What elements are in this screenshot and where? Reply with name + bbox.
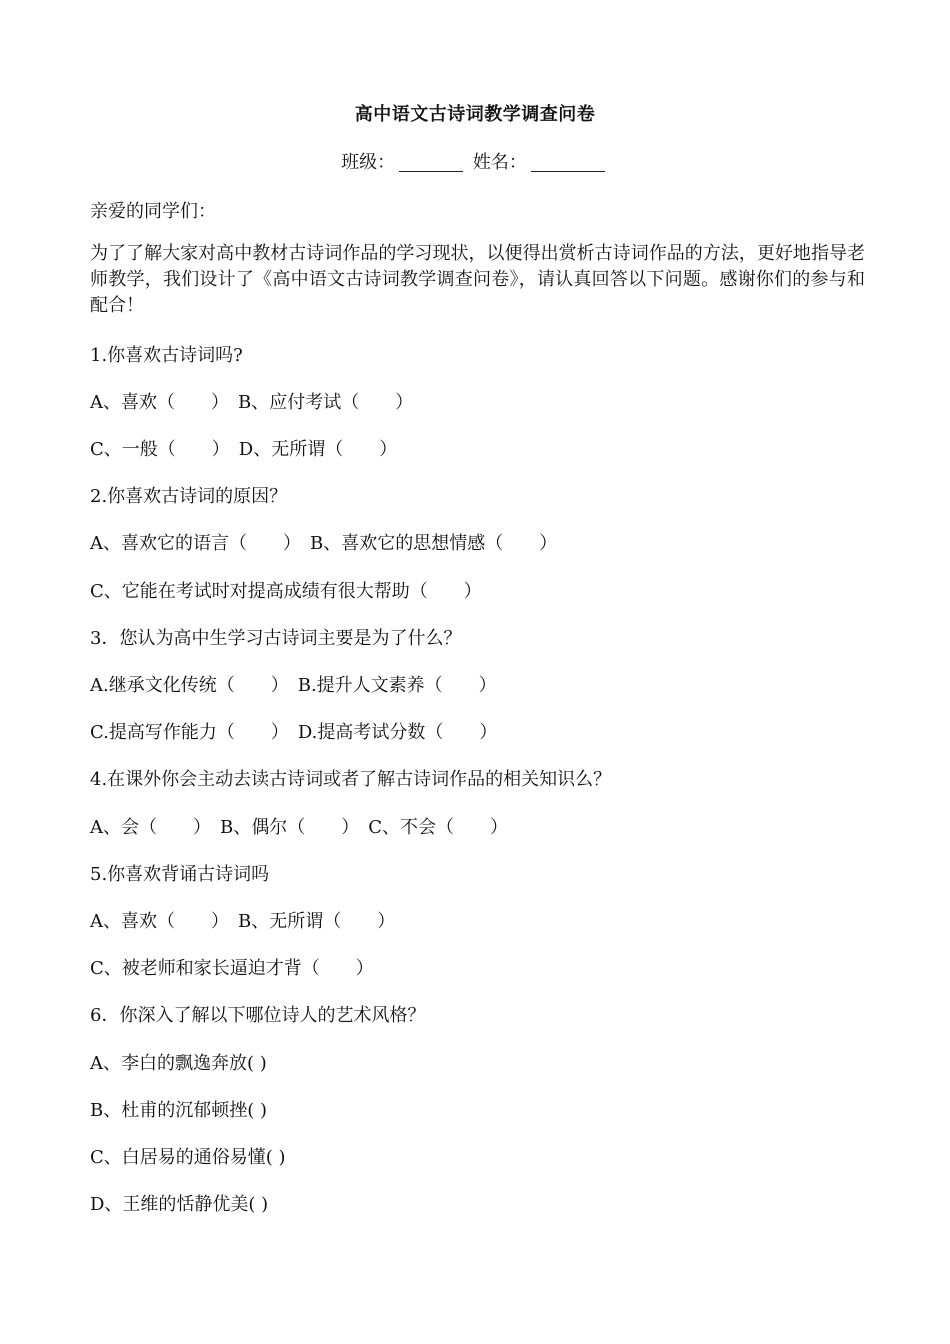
- question-4: 4.在课外你会主动去读古诗词或者了解古诗词作品的相关知识么？: [90, 769, 612, 790]
- question-6-option-b: B、杜甫的沉郁顿挫( ): [90, 1100, 267, 1121]
- page-title: 高中语文古诗词教学调查问卷: [354, 104, 596, 125]
- question-6-option-c: C、白居易的通俗易懂( ): [90, 1147, 286, 1168]
- question-5-options-ab: A、喜欢（ ） B、无所谓（ ）: [90, 911, 396, 932]
- name-blank[interactable]: [531, 153, 605, 172]
- greeting: 亲爱的同学们：: [90, 201, 216, 222]
- question-2-options-ab: A、喜欢它的语言（ ） B、喜欢它的思想情感（ ）: [90, 533, 558, 554]
- question-1-options-ab: A、喜欢（ ） B、应付考试（ ）: [90, 392, 414, 413]
- question-4-options: A、会（ ） B、偶尔（ ） C、不会（ ）: [90, 817, 508, 838]
- class-blank[interactable]: [399, 153, 463, 172]
- question-5-option-c: C、被老师和家长逼迫才背（ ）: [90, 958, 374, 979]
- question-1: 1.你喜欢古诗词吗?: [90, 345, 243, 366]
- question-6-option-d: D、王维的恬静优美( ): [90, 1194, 269, 1215]
- question-6: 6．你深入了解以下哪位诗人的艺术风格？: [90, 1005, 426, 1026]
- question-3-options-ab: A.继承文化传统（ ） B.提升人文素养（ ）: [90, 675, 497, 696]
- class-name-row: [0, 148, 950, 174]
- question-2: 2.你喜欢古诗词的原因？: [90, 486, 288, 507]
- question-1-options-cd: C、一般（ ） D、无所谓（ ）: [90, 439, 398, 460]
- question-2-option-c: C、它能在考试时对提高成绩有很大帮助（ ）: [90, 581, 482, 602]
- name-label: 姓名：: [472, 152, 527, 173]
- question-5: 5.你喜欢背诵古诗词吗: [90, 864, 270, 885]
- question-6-option-a: A、李白的飘逸奔放( ): [90, 1053, 267, 1074]
- intro-paragraph: 为了了解大家对高中教材古诗词作品的学习现状，以便得出赏析古诗词作品的方法，更好地指导老师教学，我们设计了《高中语文古诗词教学调查问卷》，请认真回答以下问题。感谢你们的参与和配合！: [90, 243, 865, 316]
- question-3: 3．您认为高中生学习古诗词主要是为了什么？: [90, 628, 462, 649]
- class-label: 班级：: [341, 152, 396, 173]
- question-3-options-cd: C.提高写作能力（ ） D.提高考试分数（ ）: [90, 722, 498, 743]
